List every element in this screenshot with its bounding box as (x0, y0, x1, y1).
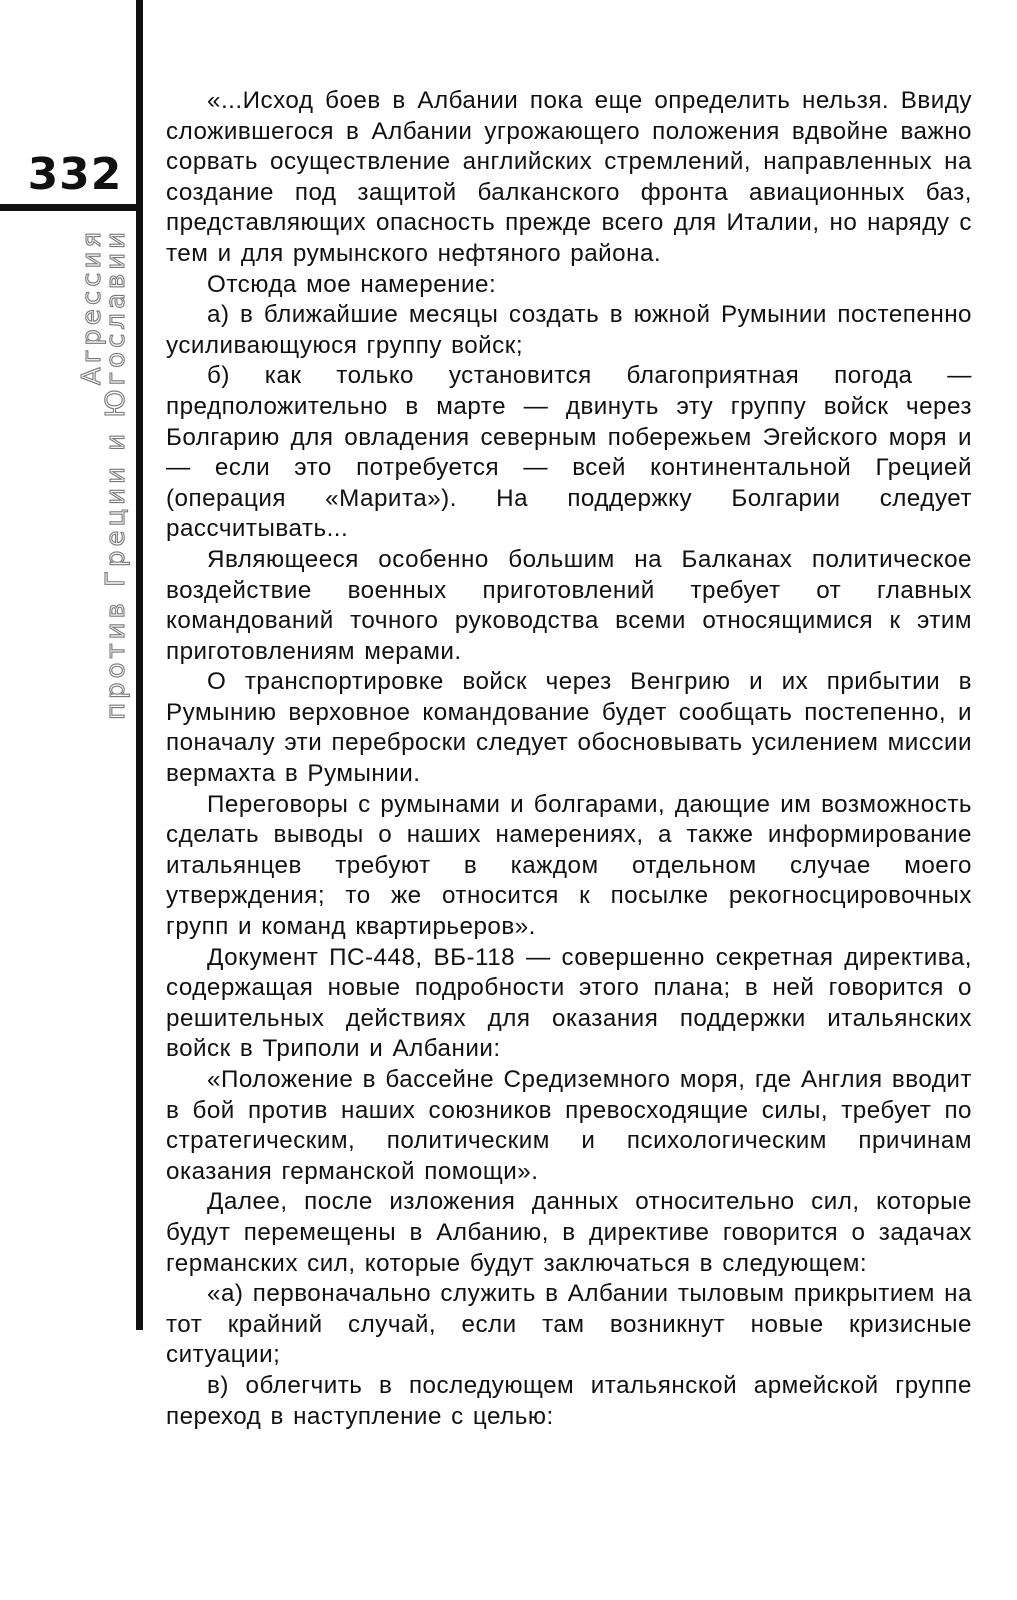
paragraph: Являющееся особенно большим на Балканах политическое воздействие военных приготовлений требует от главных командований точного руководства всеми относящимися к этим приготовлениям мерами. (166, 545, 972, 665)
paragraph: а) в ближайшие месяцы создать в южной Румынии постепенно усиливающуюся группу войск; (166, 301, 972, 359)
paragraph: Переговоры с румынами и болгарами, дающие им возможность сделать выводы о наших намерениях, а также информирование итальянцев требуют в каждом отдельном случае моего утверждения; то же относится к посылке рекогносцировочных групп и команд квартирьеров». (166, 790, 972, 941)
paragraph: Далее, после изложения данных относительно сил, которые будут перемещены в Албанию, в директиве говорится о задачах германских сил, которые будут заключаться в следующем: (166, 1188, 972, 1277)
running-title-line-1: Агрессия (77, 228, 107, 386)
paragraph: О транспортировке войск через Венгрию и их прибытии в Румынию верховное командование будет сообщать постепенно, и поначалу эти переброски следует обосновывать усилением миссии вермахта в Румынии. (166, 668, 972, 788)
paragraph: Документ ПС-448, ВБ-118 — совершенно секретная директива, содержащая новые подробности этого плана; в ней говорится о решительных действиях для оказания поддержки итальянских войск в Триполи и Албании: (166, 943, 972, 1063)
running-title (77, 228, 131, 848)
page-number-underline (0, 204, 143, 211)
paragraph: б) как только установится благоприятная погода — предположительно в марте — двинуть эту группу войск через Болгарию для овладения северным побережьем Эгейского моря и — если это потребуется — всей континентальной Грецией (операция «Марита»). На поддержку Болгарии следует рассчитывать... (166, 362, 972, 543)
paragraph: Отсюда мое намерение: (207, 270, 497, 298)
paragraph: «...Исход боев в Албании пока еще определить нельзя. Ввиду сложившегося в Албании угрожающего положения вдвойне важно сорвать осуществление английских стремлений, направленных на создание под защитой балканского фронта авиационных баз, представляющих опасность прежде всего для Италии, но наряду с тем и для румынского нефтяного района. (166, 87, 972, 267)
vertical-margin-rule (136, 0, 143, 1330)
paragraph: в) облегчить в последующем итальянской армейской группе переход в наступление с целью: (166, 1371, 972, 1430)
paragraph: «а) первоначально служить в Албании тыловым прикрытием на тот крайний случай, если там возникнут новые кризисные ситуации; (166, 1280, 972, 1369)
body-text (166, 86, 972, 1432)
paragraph: «Положение в бассейне Средиземного моря, где Англия вводит в бой против наших союзников превосходящие силы, требует по стратегическим, политическим и психологическим причинам оказания германской помощи». (166, 1066, 972, 1185)
running-title-line-2: против Греции и Югославии (101, 228, 131, 720)
page-number: 332 (27, 149, 123, 200)
